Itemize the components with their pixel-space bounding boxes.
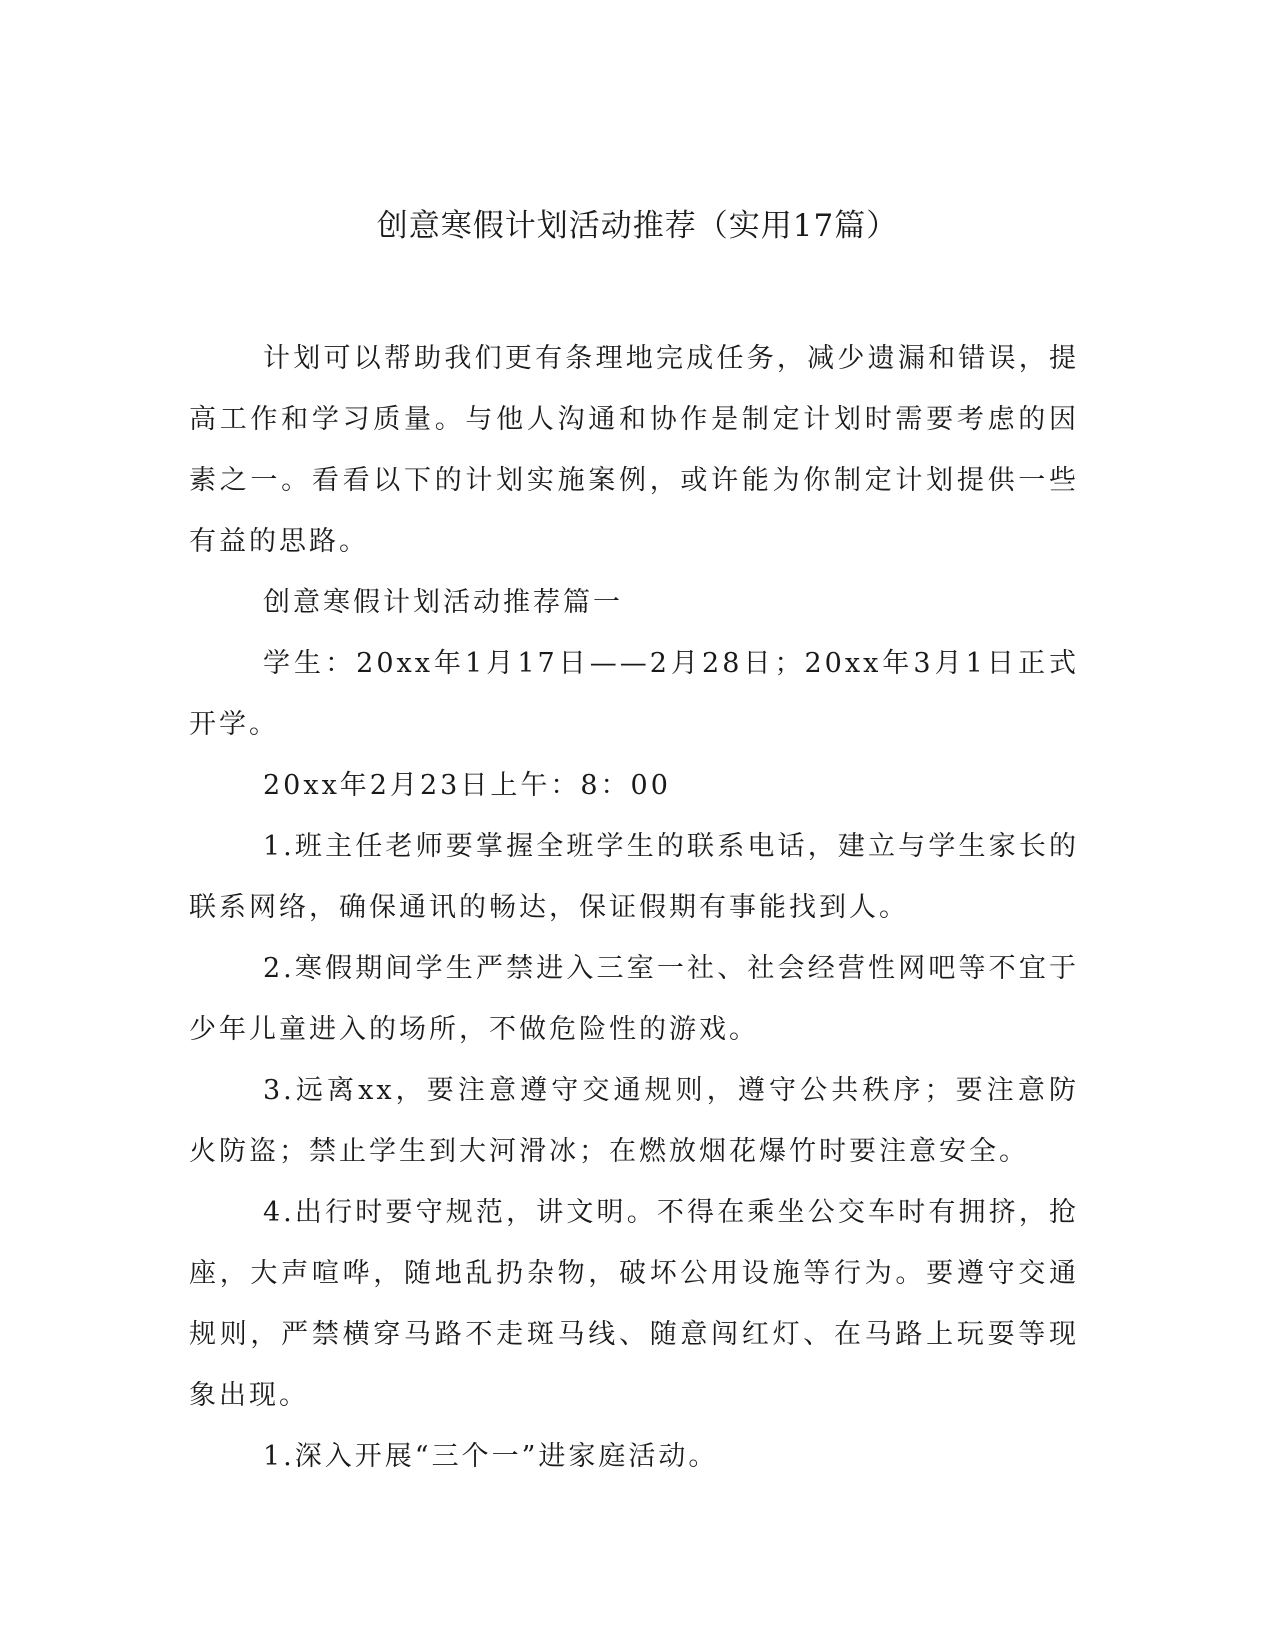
section-heading: 创意寒假计划活动推荐篇一 — [263, 587, 623, 618]
meeting-time-paragraph: 20xx年2月23日上午：8：00 — [263, 770, 671, 801]
rule-paragraph-2: 2.寒假期间学生严禁进入三室一社、社会经营性网吧等不宜于少年儿童进入的场所，不做危险性的游戏。 — [189, 953, 1079, 1045]
intro-paragraph: 计划可以帮助我们更有条理地完成任务，减少遗漏和错误，提高工作和学习质量。与他人沟通和协作是制定计划时需要考虑的因素之一。看看以下的计划实施案例，或许能为你制定计划提供一些有益的思路。 — [189, 343, 1079, 557]
document-body — [189, 328, 1079, 1487]
rule-paragraph-1: 1.班主任老师要掌握全班学生的联系电话，建立与学生家长的联系网络，确保通讯的畅达，保证假期有事能找到人。 — [189, 831, 1079, 923]
rule-paragraph-3: 3.远离xx，要注意遵守交通规则，遵守公共秩序；要注意防火防盗；禁止学生到大河滑冰；在燃放烟花爆竹时要注意安全。 — [189, 1075, 1079, 1167]
rule-paragraph-4: 4.出行时要守规范，讲文明。不得在乘坐公交车时有拥挤，抢座，大声喧哗，随地乱扔杂物，破坏公用设施等行为。要遵守交通规则，严禁横穿马路不走斑马线、随意闯红灯、在马路上玩耍等现象出现。 — [189, 1197, 1079, 1411]
schedule-paragraph: 学生：20xx年1月17日——2月28日；20xx年3月1日正式开学。 — [189, 648, 1079, 740]
activity-paragraph-1: 1.深入开展“三个一”进家庭活动。 — [263, 1441, 719, 1472]
document-title: 创意寒假计划活动推荐（实用17篇） — [376, 208, 899, 244]
